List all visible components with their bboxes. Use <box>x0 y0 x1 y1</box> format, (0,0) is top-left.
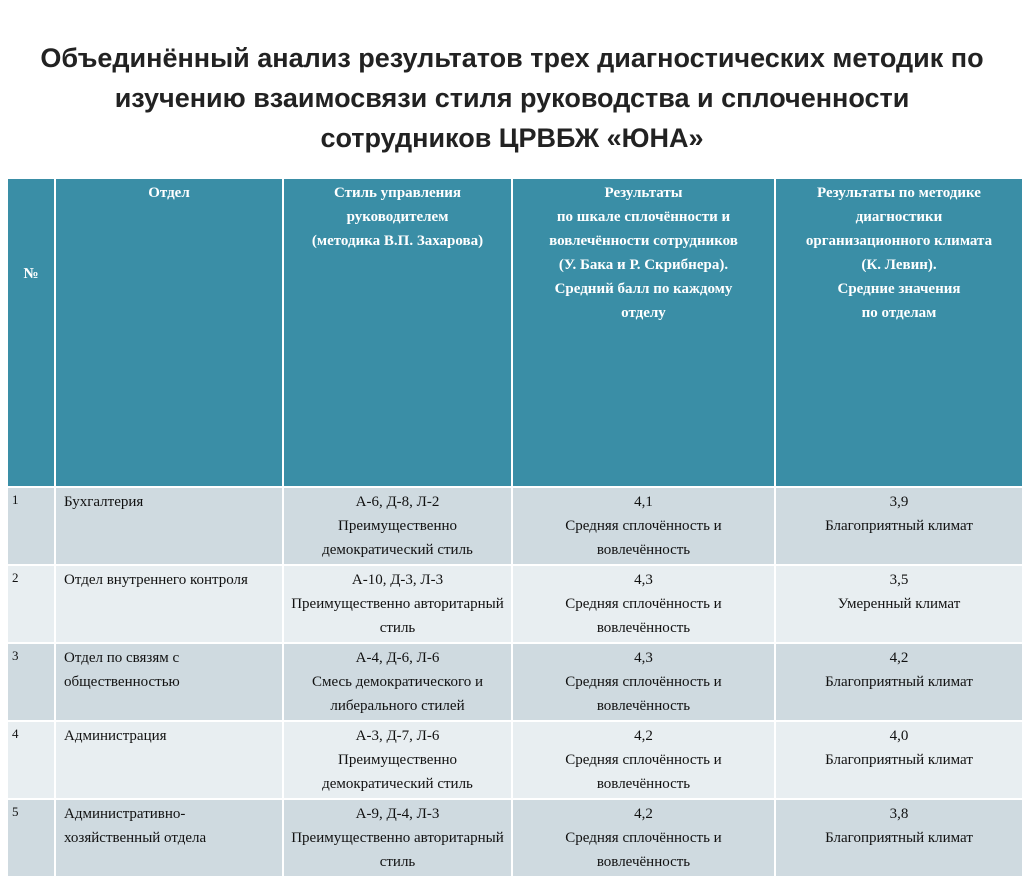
climate-label: Благоприятный климат <box>825 830 973 846</box>
climate-score: 4,0 <box>889 728 909 744</box>
climate-score: 3,8 <box>889 806 909 822</box>
row-dept: Отдел по связям с общественностью <box>55 643 283 721</box>
row-cohesion <box>512 643 775 721</box>
header-climate: Результаты по методике диагностики организационного климата (К. Левин). Средние значения по отделам <box>775 178 1023 487</box>
row-dept: Бухгалтерия <box>55 487 283 565</box>
style-label: Преимущественно авторитарный стиль <box>291 830 504 870</box>
row-num: 4 <box>7 721 55 799</box>
row-num: 5 <box>7 799 55 877</box>
row-style <box>283 721 512 799</box>
row-num: 3 <box>7 643 55 721</box>
row-style <box>283 799 512 877</box>
header-dept: Отдел <box>55 178 283 487</box>
climate-score: 3,9 <box>889 494 909 510</box>
row-climate <box>775 721 1023 799</box>
style-score: А-9, Д-4, Л-3 <box>355 806 440 822</box>
header-style: Стиль управления руководителем (методика В.П. Захарова) <box>283 178 512 487</box>
cohesion-score: 4,3 <box>634 572 653 588</box>
cohesion-label: Средняя сплочённость и вовлечённость <box>565 674 722 714</box>
climate-score: 4,2 <box>889 650 909 666</box>
results-table <box>6 177 1024 878</box>
style-score: А-10, Д-3, Л-3 <box>351 572 444 588</box>
style-label: Смесь демократического и либерального стилей <box>311 674 483 714</box>
row-climate <box>775 565 1023 643</box>
row-style <box>283 565 512 643</box>
row-climate <box>775 643 1023 721</box>
style-score: А-6, Д-8, Л-2 <box>355 494 440 510</box>
header-cohesion: Результаты по шкале сплочённости и вовлечённости сотрудников (У. Бака и Р. Скрибнера). Средний балл по каждому отделу <box>512 178 775 487</box>
row-num: 2 <box>7 565 55 643</box>
cohesion-score: 4,2 <box>634 806 653 822</box>
row-dept: Отдел внутреннего контроля <box>55 565 283 643</box>
climate-label: Благоприятный климат <box>825 674 973 690</box>
row-cohesion <box>512 565 775 643</box>
row-climate <box>775 487 1023 565</box>
cohesion-score: 4,1 <box>634 494 653 510</box>
table-row <box>7 721 1023 799</box>
cohesion-label: Средняя сплочённость и вовлечённость <box>565 752 722 792</box>
table-header-row <box>7 178 1023 487</box>
row-cohesion <box>512 487 775 565</box>
row-style <box>283 487 512 565</box>
row-dept: Администрация <box>55 721 283 799</box>
header-num: № <box>7 178 55 487</box>
row-num: 1 <box>7 487 55 565</box>
climate-label: Умеренный климат <box>837 596 961 612</box>
table-row <box>7 487 1023 565</box>
cohesion-score: 4,3 <box>634 650 653 666</box>
slide-title: Объединённый анализ результатов трех диагностических методик по изучению взаимосвязи стиля руководства и сплоченности сотрудников ЦРВБЖ «ЮНА» <box>40 43 984 153</box>
row-dept: Административно-хозяйственный отдела <box>55 799 283 877</box>
style-label: Преимущественно демократический стиль <box>322 518 473 558</box>
climate-label: Благоприятный климат <box>825 752 973 768</box>
climate-score: 3,5 <box>889 572 909 588</box>
style-label: Преимущественно демократический стиль <box>322 752 473 792</box>
table-row <box>7 799 1023 877</box>
style-score: А-4, Д-6, Л-6 <box>355 650 440 666</box>
row-cohesion <box>512 799 775 877</box>
table-row <box>7 565 1023 643</box>
climate-label: Благоприятный климат <box>825 518 973 534</box>
row-style <box>283 643 512 721</box>
cohesion-label: Средняя сплочённость и вовлечённость <box>565 596 722 636</box>
cohesion-score: 4,2 <box>634 728 653 744</box>
row-climate <box>775 799 1023 877</box>
style-score: А-3, Д-7, Л-6 <box>355 728 440 744</box>
table-row <box>7 643 1023 721</box>
style-label: Преимущественно авторитарный стиль <box>291 596 504 636</box>
cohesion-label: Средняя сплочённость и вовлечённость <box>565 830 722 870</box>
row-cohesion <box>512 721 775 799</box>
cohesion-label: Средняя сплочённость и вовлечённость <box>565 518 722 558</box>
